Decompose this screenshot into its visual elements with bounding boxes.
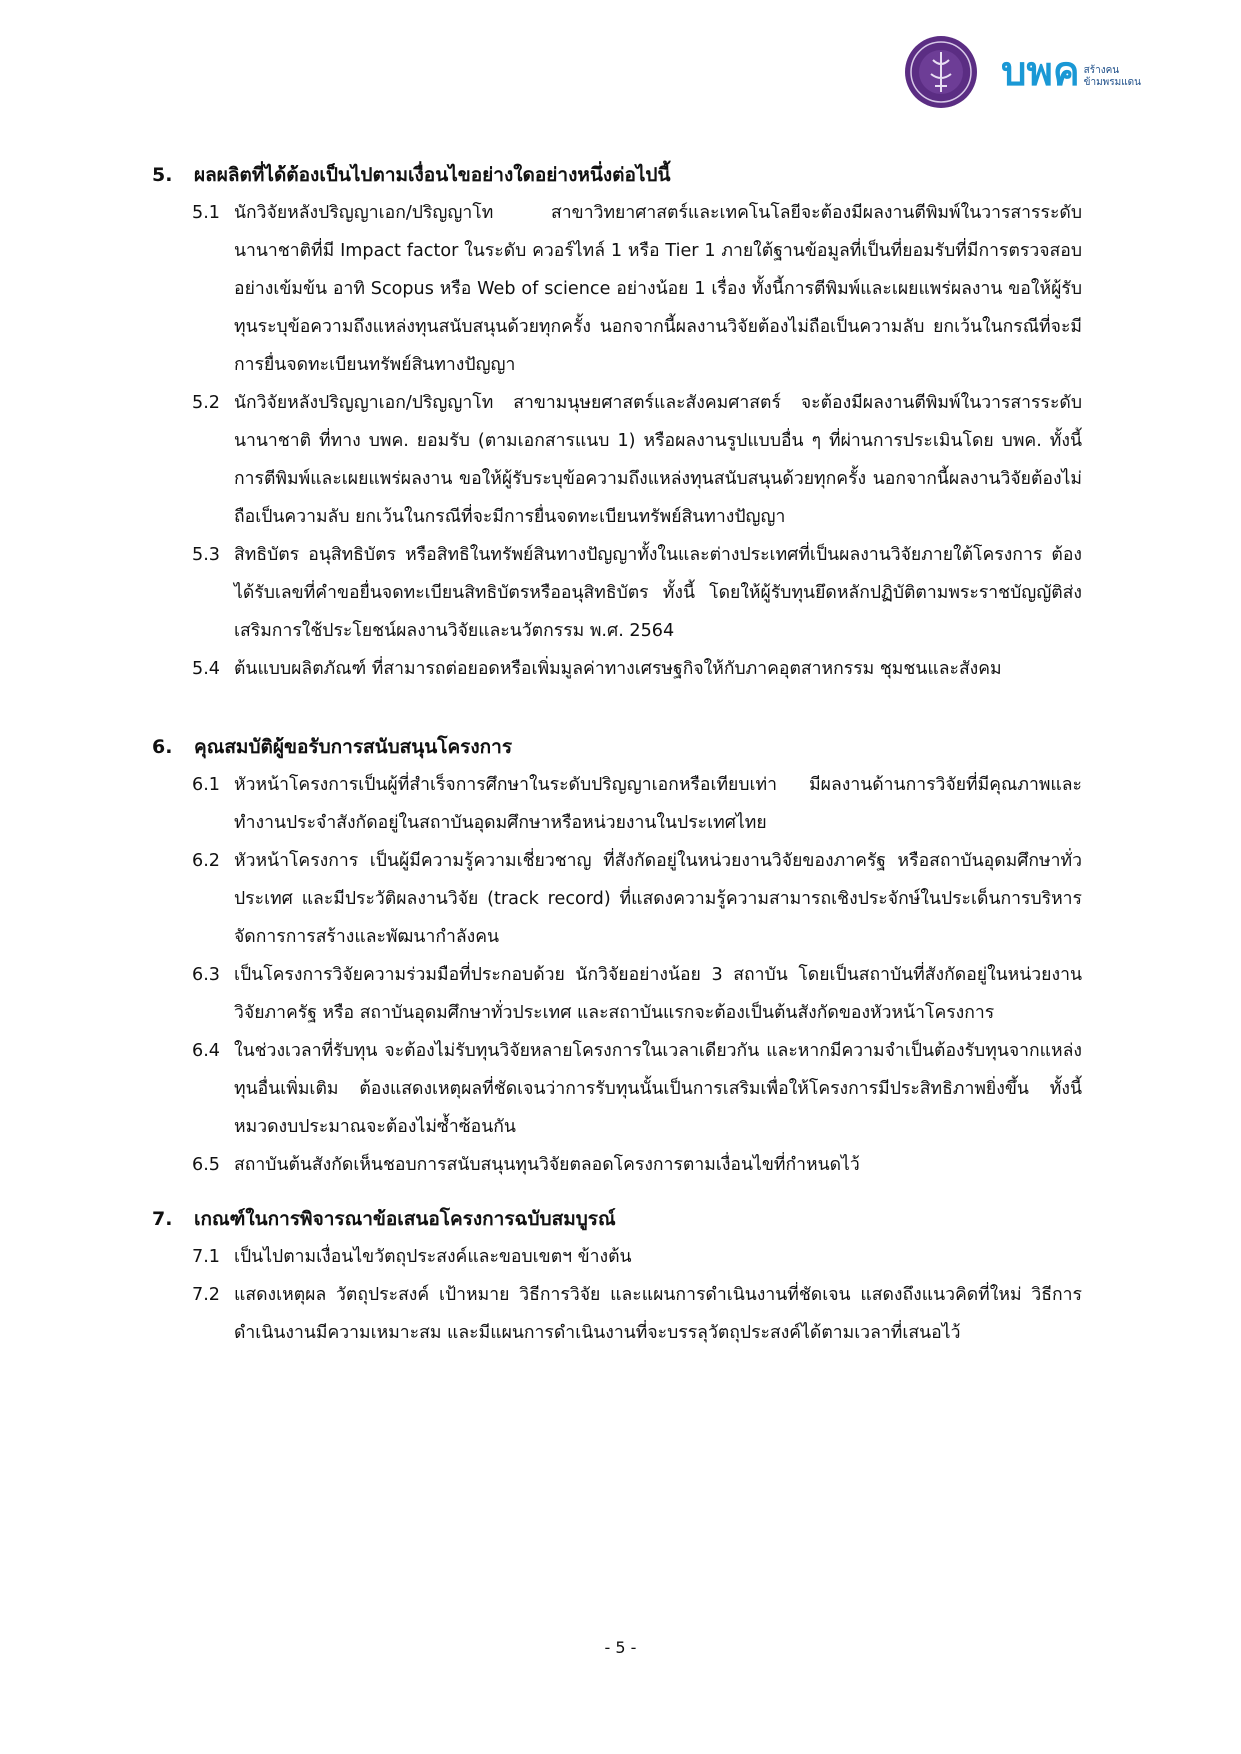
list-item: [192, 384, 1082, 536]
list-item: [192, 766, 1082, 842]
list-item: [192, 194, 1082, 384]
page-number: - 5 -: [604, 1638, 637, 1657]
list-item: [192, 1276, 1082, 1352]
item-text: สิทธิบัตร อนุสิทธิบัตร หรือสิทธิในทรัพย์สินทางปัญญาทั้งในและต่างประเทศที่เป็นผลงานวิจัยภายใต้โครงการ ต้องได้รับเลขที่คำขอยื่นจดทะเบียนสิทธิบัตรหรืออนุสิทธิบัตร ทั้งนี้ โดยให้ผู้รับทุนยึดหลักปฏิบัติตามพระราชบัญญัติส่งเสริมการใช้ประโยชน์ผลงานวิจัยและนวัตกรรม พ.ศ. 2564: [234, 545, 1082, 641]
item-text: นักวิจัยหลังปริญญาเอก/ปริญญาโท สาขาวิทยาศาสตร์และเทคโนโลยีจะต้องมีผลงานตีพิมพ์ในวารสารระดับนานาชาติที่มี Impact factor ในระดับ ควอร์ไทล์ 1 หรือ Tier 1 ภายใต้ฐานข้อมูลที่เป็นที่ยอมรับที่มีการตรวจสอบอย่างเข้มข้น อาทิ Scopus หรือ Web of science อย่างน้อย 1 เรื่อง ทั้งนี้การตีพิมพ์และเผยแพร่ผลงาน ขอให้ผู้รับทุนระบุข้อความถึงแหล่งทุนสนับสนุนด้วยทุกครั้ง นอกจากนี้ผลงานวิจัยต้องไม่ถือเป็นความลับ ยกเว้นในกรณีที่จะมีการยื่นจดทะเบียนทรัพย์สินทางปัญญา: [234, 203, 1082, 375]
item-text: ในช่วงเวลาที่รับทุน จะต้องไม่รับทุนวิจัยหลายโครงการในเวลาเดียวกัน และหากมีความจำเป็นต้องรับทุนจากแหล่งทุนอื่นเพิ่มเติม ต้องแสดงเหตุผลที่ชัดเจนว่าการรับทุนนั้นเป็นการเสริมเพื่อให้โครงการมีประสิทธิภาพยิ่งขึ้น ทั้งนี้หมวดงบประมาณจะต้องไม่ซ้ำซ้อนกัน: [234, 1041, 1082, 1137]
item-number: 5.3: [192, 545, 220, 565]
item-number: 7.2: [192, 1285, 220, 1305]
section-number: 5.: [152, 164, 173, 186]
item-number: 6.3: [192, 965, 220, 985]
item-number: 5.2: [192, 393, 220, 413]
item-number: 7.1: [192, 1247, 220, 1267]
brand-mark: บพค: [1001, 48, 1080, 95]
item-number: 6.1: [192, 775, 220, 795]
section-5: [152, 158, 1082, 688]
item-text: แสดงเหตุผล วัตถุประสงค์ เป้าหมาย วิธีการวิจัย และแผนการดำเนินงานที่ชัดเจน แสดงถึงแนวคิดที่ใหม่ วิธีการดำเนินงานมีความเหมาะสม และมีแผนการดำเนินงานที่จะบรรลุวัตถุประสงค์ได้ตามเวลาที่เสนอไว้: [234, 1285, 1082, 1343]
item-number: 6.4: [192, 1041, 220, 1061]
item-number: 5.1: [192, 203, 220, 223]
list-item: [192, 536, 1082, 650]
list-item: [192, 956, 1082, 1032]
header-logos: [903, 34, 1141, 110]
section-6: [152, 730, 1082, 1184]
item-text: สถาบันต้นสังกัดเห็นชอบการสนับสนุนทุนวิจัยตลอดโครงการตามเงื่อนไขที่กำหนดไว้: [234, 1155, 860, 1175]
item-number: 5.4: [192, 659, 220, 679]
item-text: นักวิจัยหลังปริญญาเอก/ปริญญาโท สาขามนุษยศาสตร์และสังคมศาสตร์ จะต้องมีผลงานตีพิมพ์ในวารสารระดับนานาชาติ ที่ทาง บพค. ยอมรับ (ตามเอกสารแนบ 1) หรือผลงานรูปแบบอื่น ๆ ที่ผ่านการประเมินโดย บพค. ทั้งนี้การตีพิมพ์และเผยแพร่ผลงาน ขอให้ผู้รับระบุข้อความถึงแหล่งทุนสนับสนุนด้วยทุกครั้ง นอกจากนี้ผลงานวิจัยต้องไม่ถือเป็นความลับ ยกเว้นในกรณีที่จะมีการยื่นจดทะเบียนทรัพย์สินทางปัญญา: [234, 393, 1082, 527]
section-number: 7.: [152, 1208, 173, 1230]
section-7: [152, 1202, 1082, 1352]
list-item: [192, 842, 1082, 956]
item-text: หัวหน้าโครงการ เป็นผู้มีความรู้ความเชี่ยวชาญ ที่สังกัดอยู่ในหน่วยงานวิจัยของภาครัฐ หรือสถาบันอุดมศึกษาทั่วประเทศ และมีประวัติผลงานวิจัย (track record) ที่แสดงความรู้ความสามารถเชิงประจักษ์ในประเด็นการบริหารจัดการการสร้างและพัฒนากำลังคน: [234, 851, 1082, 947]
list-item: [192, 1032, 1082, 1146]
item-number: 6.2: [192, 851, 220, 871]
brand-line-1: สร้างคน: [1083, 65, 1120, 76]
pmu-b-logo: [1001, 48, 1141, 95]
item-text: หัวหน้าโครงการเป็นผู้ที่สำเร็จการศึกษาในระดับปริญญาเอกหรือเทียบเท่า มีผลงานด้านการวิจัยที่มีคุณภาพและทำงานประจำสังกัดอยู่ในสถาบันอุดมศึกษาหรือหน่วยงานในประเทศไทย: [234, 775, 1082, 833]
brand-line-2: ข้ามพรมแดน: [1083, 76, 1141, 88]
list-item: [192, 1238, 1082, 1276]
document-body: [152, 158, 1082, 1370]
item-text: เป็นไปตามเงื่อนไขวัตถุประสงค์และขอบเขตฯ ข้างต้น: [234, 1247, 632, 1267]
item-number: 6.5: [192, 1155, 220, 1175]
section-title: ผลผลิตที่ได้ต้องเป็นไปตามเงื่อนไขอย่างใดอย่างหนึ่งต่อไปนี้: [194, 164, 671, 186]
item-text: เป็นโครงการวิจัยความร่วมมือที่ประกอบด้วย นักวิจัยอย่างน้อย 3 สถาบัน โดยเป็นสถาบันที่สังกัดอยู่ในหน่วยงานวิจัยภาครัฐ หรือ สถาบันอุดมศึกษาทั่วประเทศ และสถาบันแรกจะต้องเป็นต้นสังกัดของหัวหน้าโครงการ: [234, 965, 1082, 1023]
section-number: 6.: [152, 736, 173, 758]
list-item: [192, 1146, 1082, 1184]
list-item: [192, 650, 1082, 688]
section-title: คุณสมบัติผู้ขอรับการสนับสนุนโครงการ: [194, 736, 513, 758]
section-title: เกณฑ์ในการพิจารณาข้อเสนอโครงการฉบับสมบูรณ์: [194, 1208, 616, 1230]
university-seal-icon: [903, 34, 979, 110]
item-text: ต้นแบบผลิตภัณฑ์ ที่สามารถต่อยอดหรือเพิ่มมูลค่าทางเศรษฐกิจให้กับภาคอุตสาหกรรม ชุมชนและสังคม: [234, 659, 1002, 679]
